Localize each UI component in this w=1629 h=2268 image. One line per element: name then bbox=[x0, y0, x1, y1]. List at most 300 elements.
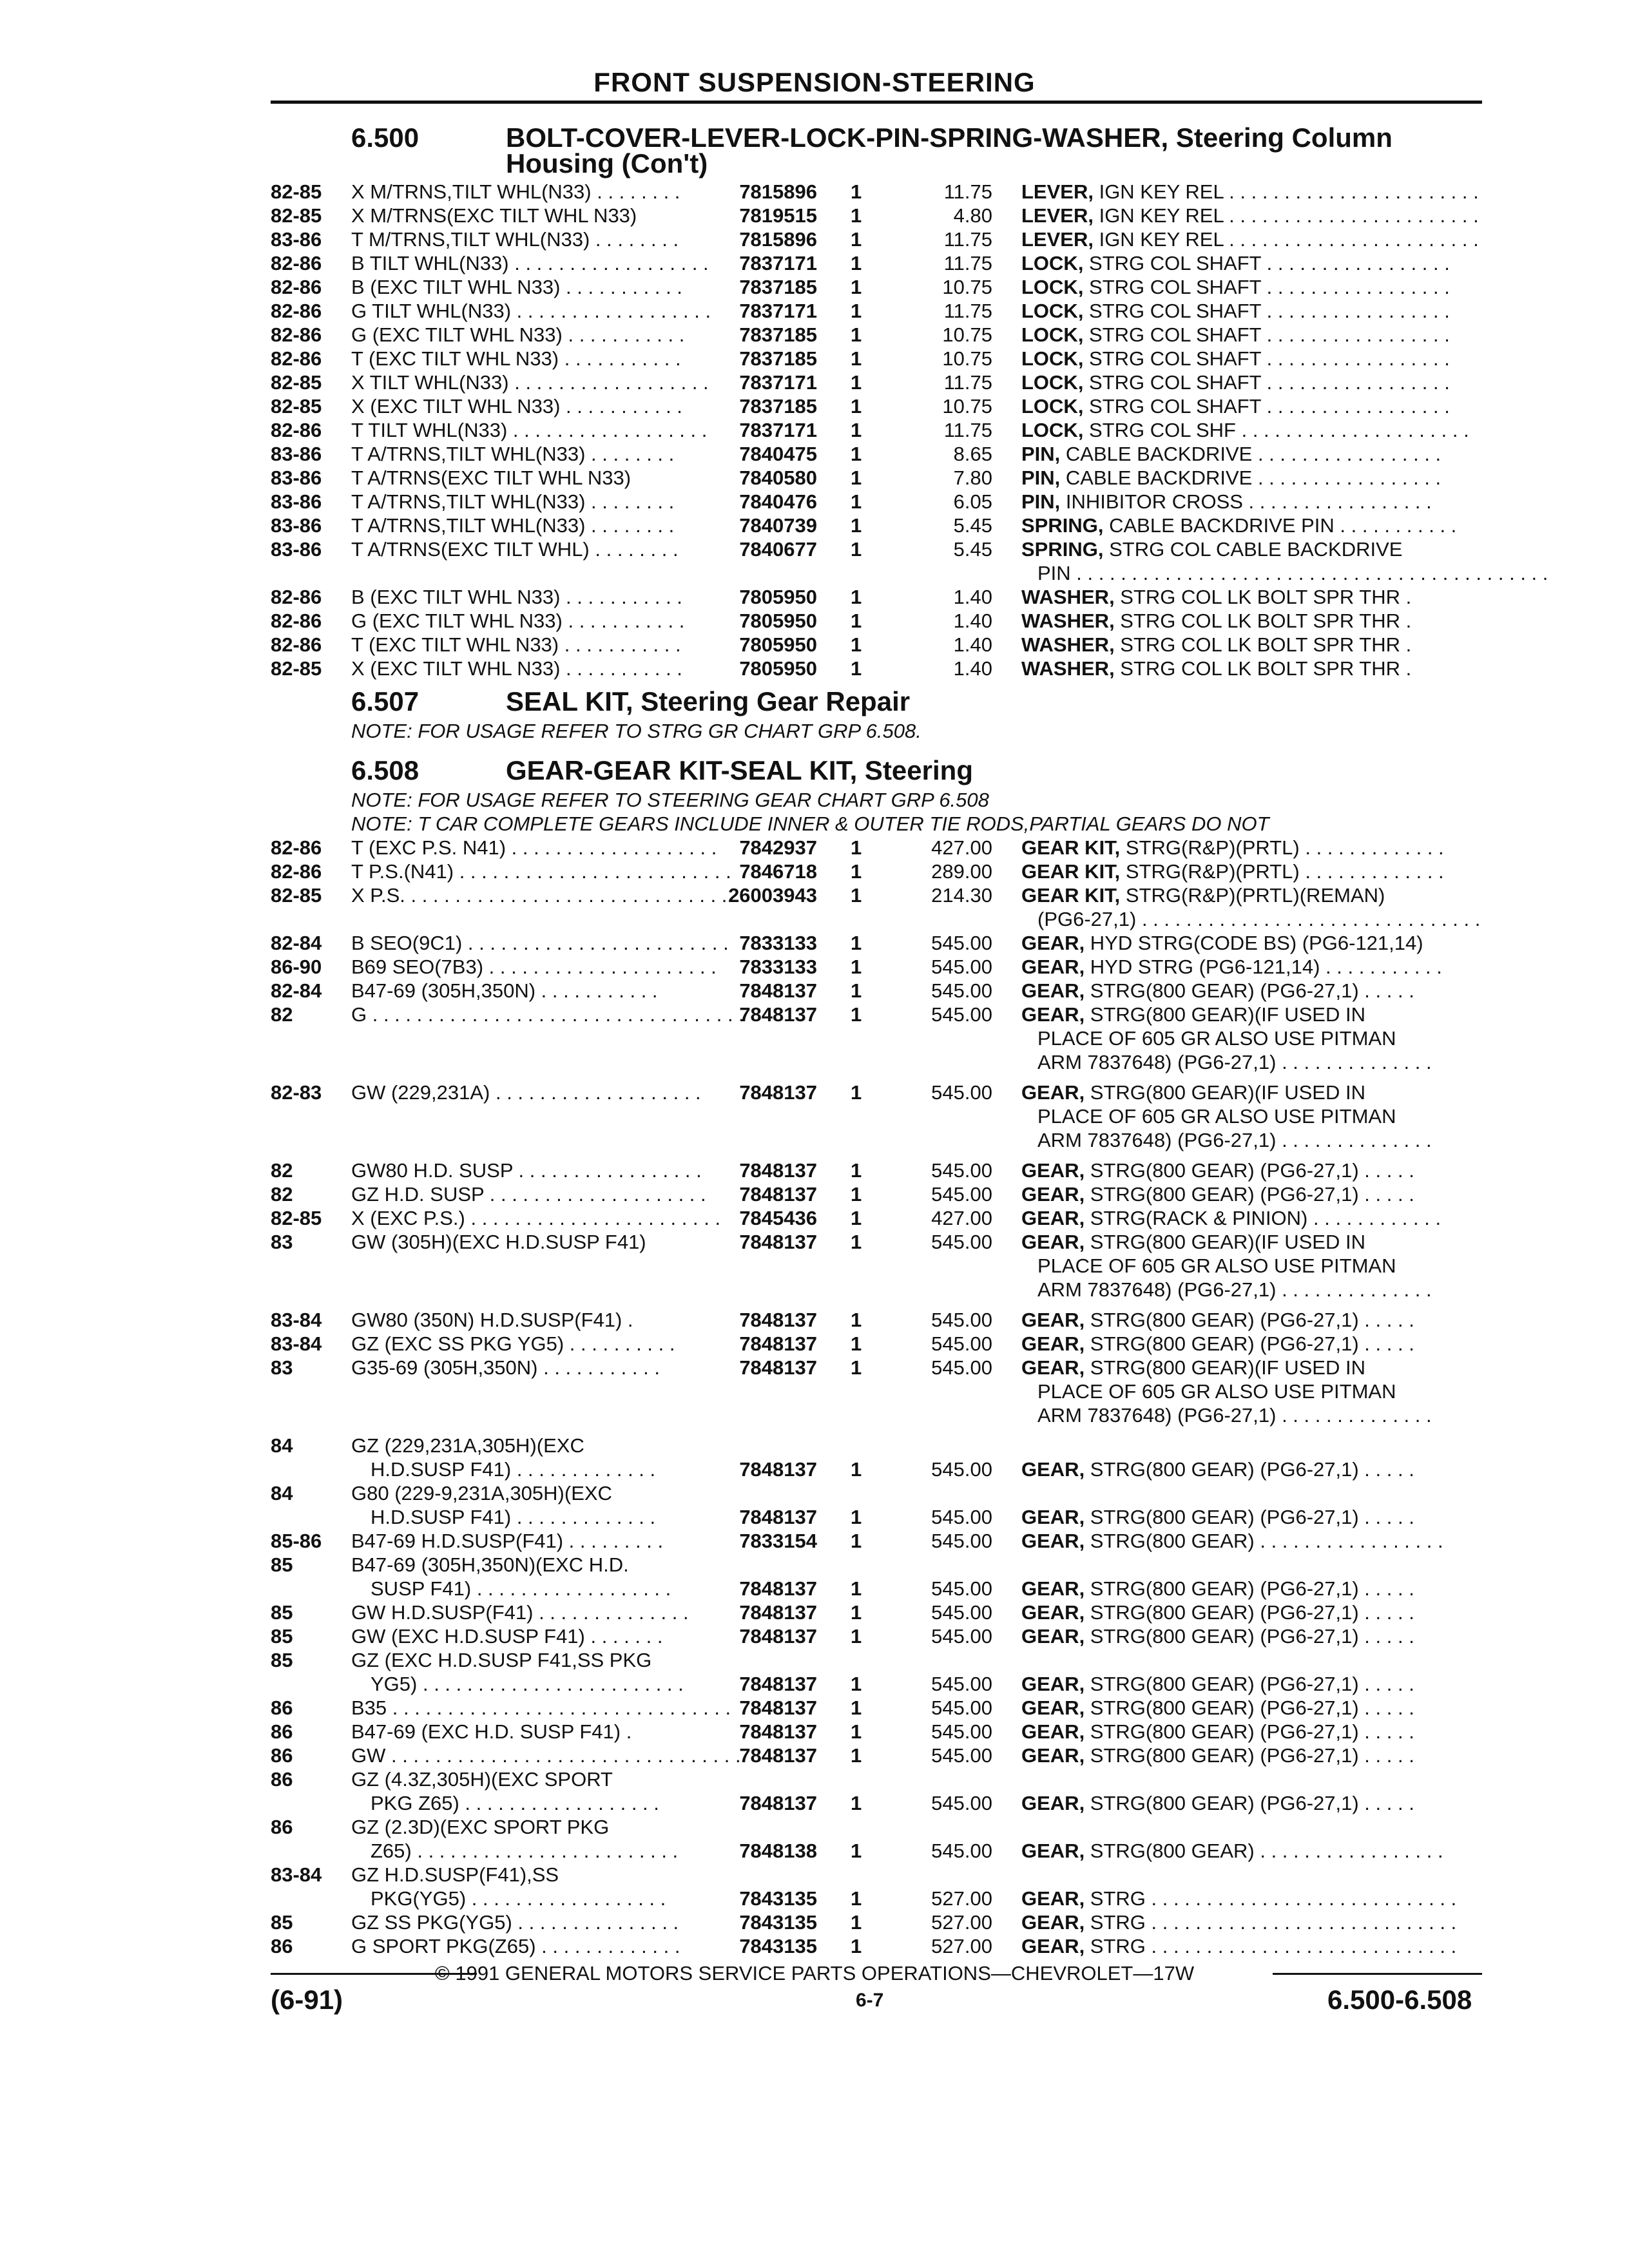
application-description: G TILT WHL(N33) . . . . . . . . . . . . . . . . . . bbox=[351, 300, 711, 322]
part-name bbox=[1021, 228, 1485, 251]
section-title: SEAL KIT, Steering Gear Repair bbox=[506, 686, 911, 716]
quantity: 1 bbox=[851, 1887, 862, 1910]
part-name bbox=[1021, 1792, 1485, 1815]
table-row bbox=[0, 538, 1629, 562]
quantity: 1 bbox=[851, 514, 862, 537]
price: 427.00 bbox=[931, 836, 992, 859]
part-name bbox=[1021, 514, 1485, 537]
application-description-continued: YG5) . . . . . . . . . . . . . . . . . . . . . . . . bbox=[371, 1673, 684, 1695]
part-name bbox=[1021, 180, 1485, 204]
part-name bbox=[1021, 276, 1485, 299]
application-description: G80 (229-9,231A,305H)(EXC bbox=[351, 1482, 612, 1504]
part-name bbox=[1021, 1332, 1485, 1356]
model-years: 83-84 bbox=[271, 1863, 322, 1886]
part-name-keyword: GEAR, bbox=[1021, 1003, 1085, 1026]
model-years: 85 bbox=[271, 1553, 293, 1576]
model-years: 82-85 bbox=[271, 371, 322, 394]
part-name-keyword: GEAR, bbox=[1021, 1332, 1085, 1355]
price: 10.75 bbox=[942, 323, 992, 346]
part-name-detail: STRG(800 GEAR) . . . . . . . . . . . . . . . . . bbox=[1084, 1840, 1443, 1862]
quantity: 1 bbox=[851, 1792, 862, 1814]
table-row bbox=[0, 1081, 1629, 1105]
part-name bbox=[1021, 1309, 1485, 1332]
price: 214.30 bbox=[931, 884, 992, 907]
part-name-keyword: WASHER, bbox=[1021, 586, 1115, 608]
price: 289.00 bbox=[931, 860, 992, 883]
quantity: 1 bbox=[851, 1309, 862, 1331]
header-rule bbox=[271, 101, 1482, 104]
footer-date: (6-91) bbox=[271, 1984, 343, 2015]
model-years: 86 bbox=[271, 1744, 293, 1767]
price: 545.00 bbox=[931, 1003, 992, 1026]
page-header-title: FRONT SUSPENSION-STEERING bbox=[593, 67, 1036, 97]
table-row bbox=[0, 1530, 1629, 1553]
application-description: GW80 H.D. SUSP . . . . . . . . . . . . . . . . . bbox=[351, 1159, 702, 1182]
table-row bbox=[0, 657, 1629, 681]
part-name-keyword: LOCK, bbox=[1021, 276, 1084, 298]
model-years: 83-86 bbox=[271, 514, 322, 537]
part-name bbox=[1021, 1081, 1485, 1104]
part-name-keyword: GEAR KIT, bbox=[1021, 836, 1121, 859]
part-name-keyword: SPRING, bbox=[1021, 538, 1104, 561]
table-row bbox=[0, 1911, 1629, 1935]
application-description: B47-69 (305H,350N) . . . . . . . . . . . bbox=[351, 979, 658, 1002]
part-name-continued: PLACE OF 605 GR ALSO USE PITMAN bbox=[1037, 1105, 1396, 1128]
part-name-detail: CABLE BACKDRIVE PIN . . . . . . . . . . . bbox=[1103, 514, 1457, 537]
model-years: 86-90 bbox=[271, 956, 322, 978]
model-years: 84 bbox=[271, 1434, 293, 1457]
model-years: 85 bbox=[271, 1601, 293, 1624]
quantity: 1 bbox=[851, 1744, 862, 1767]
section-title-continued: Housing (Con't) bbox=[506, 148, 708, 178]
application-description: T TILT WHL(N33) . . . . . . . . . . . . . . . . . . bbox=[351, 419, 708, 441]
price: 545.00 bbox=[931, 1673, 992, 1695]
part-name-keyword: LOCK, bbox=[1021, 347, 1084, 370]
part-name-continued: PLACE OF 605 GR ALSO USE PITMAN bbox=[1037, 1380, 1396, 1403]
part-name bbox=[1021, 1887, 1485, 1910]
quantity: 1 bbox=[851, 323, 862, 346]
part-number: 7848137 bbox=[739, 1159, 817, 1182]
part-name-continued-row bbox=[0, 908, 1629, 932]
part-number: 7843135 bbox=[739, 1911, 817, 1934]
part-name-keyword: GEAR, bbox=[1021, 1207, 1085, 1229]
part-name-detail: STRG(800 GEAR) (PG6-27,1) . . . . . bbox=[1084, 1309, 1414, 1331]
part-number: 26003943 bbox=[728, 884, 817, 907]
application-description: T A/TRNS,TILT WHL(N33) . . . . . . . . bbox=[351, 443, 675, 465]
part-name bbox=[1021, 490, 1485, 514]
part-name-keyword: GEAR, bbox=[1021, 1887, 1085, 1910]
price: 11.75 bbox=[943, 228, 992, 251]
part-number: 7805950 bbox=[739, 586, 817, 608]
part-number: 7848137 bbox=[739, 1720, 817, 1743]
price: 7.80 bbox=[953, 466, 992, 489]
table-row bbox=[0, 610, 1629, 633]
part-name-detail: STRG . . . . . . . . . . . . . . . . . . . . . . . . . . . . bbox=[1084, 1911, 1457, 1934]
part-number: 7837171 bbox=[739, 300, 817, 322]
part-name-keyword: GEAR, bbox=[1021, 956, 1085, 978]
part-name-continued: PLACE OF 605 GR ALSO USE PITMAN bbox=[1037, 1254, 1396, 1277]
price: 545.00 bbox=[931, 1792, 992, 1814]
table-row bbox=[0, 180, 1629, 204]
part-name bbox=[1021, 1601, 1485, 1624]
part-name-continued: ARM 7837648) (PG6-27,1) . . . . . . . . . . . . . . bbox=[1037, 1129, 1432, 1151]
footer-copyright: © 1991 GENERAL MOTORS SERVICE PARTS OPERATIONS—CHEVROLET—17W bbox=[434, 1962, 1195, 1984]
table-row-continued bbox=[0, 1792, 1629, 1816]
part-number: 7848137 bbox=[739, 979, 817, 1002]
model-years: 85-86 bbox=[271, 1530, 322, 1552]
part-name-detail: STRG(800 GEAR) (PG6-27,1) . . . . . bbox=[1084, 1744, 1414, 1767]
table-row bbox=[0, 1601, 1629, 1625]
price: 545.00 bbox=[931, 1159, 992, 1182]
part-name-keyword: LOCK, bbox=[1021, 419, 1084, 441]
footer-section-range: 6.500-6.508 bbox=[1327, 1984, 1472, 2015]
part-name bbox=[1021, 1183, 1485, 1206]
price: 5.45 bbox=[953, 538, 992, 561]
table-row bbox=[0, 1863, 1629, 1887]
part-name-detail: STRG(800 GEAR) (PG6-27,1) . . . . . bbox=[1084, 979, 1414, 1002]
part-name bbox=[1021, 323, 1485, 347]
table-row bbox=[0, 300, 1629, 323]
part-name-detail: STRG(800 GEAR) (PG6-27,1) . . . . . bbox=[1084, 1696, 1414, 1719]
model-years: 82-86 bbox=[271, 276, 322, 298]
section-number: 6.508 bbox=[351, 755, 419, 785]
model-years: 82-86 bbox=[271, 860, 322, 883]
part-number: 7848137 bbox=[739, 1792, 817, 1814]
part-name-detail: HYD STRG (PG6-121,14) . . . . . . . . . . . bbox=[1084, 956, 1442, 978]
price: 5.45 bbox=[953, 514, 992, 537]
part-name-detail: STRG(800 GEAR) (PG6-27,1) . . . . . bbox=[1084, 1159, 1414, 1182]
part-name-detail: STRG(800 GEAR) (PG6-27,1) . . . . . bbox=[1084, 1332, 1414, 1355]
quantity: 1 bbox=[851, 1840, 862, 1862]
part-name bbox=[1021, 1696, 1485, 1720]
model-years: 83-86 bbox=[271, 443, 322, 465]
part-number: 7848137 bbox=[739, 1506, 817, 1528]
table-row bbox=[0, 1356, 1629, 1380]
part-name-keyword: GEAR, bbox=[1021, 1601, 1085, 1624]
footer-page-number: 6-7 bbox=[856, 1990, 884, 2011]
price: 545.00 bbox=[931, 979, 992, 1002]
part-name bbox=[1021, 586, 1485, 609]
part-name bbox=[1021, 371, 1485, 394]
price: 11.75 bbox=[943, 300, 992, 322]
table-row bbox=[0, 419, 1629, 443]
part-name-continued: ARM 7837648) (PG6-27,1) . . . . . . . . . . . . . . bbox=[1037, 1051, 1432, 1073]
price: 545.00 bbox=[931, 1458, 992, 1481]
part-name bbox=[1021, 466, 1485, 490]
application-description: X M/TRNS,TILT WHL(N33) . . . . . . . . bbox=[351, 180, 680, 203]
quantity: 1 bbox=[851, 228, 862, 251]
model-years: 83 bbox=[271, 1231, 293, 1253]
part-name-keyword: LOCK, bbox=[1021, 395, 1084, 418]
price: 8.65 bbox=[953, 443, 992, 465]
part-name-continued-row bbox=[0, 1254, 1629, 1278]
section-title: GEAR-GEAR KIT-SEAL KIT, Steering bbox=[506, 755, 973, 785]
part-name-keyword: GEAR, bbox=[1021, 1840, 1085, 1862]
model-years: 82-85 bbox=[271, 657, 322, 680]
part-name bbox=[1021, 1231, 1485, 1254]
model-years: 82-84 bbox=[271, 979, 322, 1002]
model-years: 86 bbox=[271, 1720, 293, 1743]
part-name-keyword: GEAR, bbox=[1021, 1673, 1085, 1695]
table-row-continued bbox=[0, 1673, 1629, 1696]
price: 10.75 bbox=[942, 347, 992, 370]
quantity: 1 bbox=[851, 1577, 862, 1600]
model-years: 82-86 bbox=[271, 323, 322, 346]
part-name-keyword: GEAR, bbox=[1021, 979, 1085, 1002]
part-number: 7848137 bbox=[739, 1458, 817, 1481]
table-row bbox=[0, 347, 1629, 371]
table-row bbox=[0, 1649, 1629, 1673]
quantity: 1 bbox=[851, 300, 862, 322]
price: 1.40 bbox=[953, 610, 992, 632]
part-name-keyword: LOCK, bbox=[1021, 300, 1084, 322]
price: 1.40 bbox=[953, 657, 992, 680]
part-name-keyword: LEVER, bbox=[1021, 228, 1094, 251]
part-name-detail: IGN KEY REL . . . . . . . . . . . . . . . . . . . . . . . bbox=[1093, 204, 1479, 227]
application-description: B47-69 H.D.SUSP(F41) . . . . . . . . . bbox=[351, 1530, 664, 1552]
model-years: 82-86 bbox=[271, 836, 322, 859]
model-years: 82-86 bbox=[271, 633, 322, 656]
application-description: B35 . . . . . . . . . . . . . . . . . . . . . . . . . . . . . . . bbox=[351, 1696, 731, 1719]
part-name-detail: STRG . . . . . . . . . . . . . . . . . . . . . . . . . . . . bbox=[1084, 1935, 1457, 1957]
table-row bbox=[0, 1309, 1629, 1332]
application-description: GW80 (350N) H.D.SUSP(F41) . bbox=[351, 1309, 633, 1331]
price: 545.00 bbox=[931, 1183, 992, 1206]
part-name-keyword: GEAR, bbox=[1021, 1792, 1085, 1814]
part-name-detail: IGN KEY REL . . . . . . . . . . . . . . . . . . . . . . . bbox=[1093, 228, 1479, 251]
part-number: 7840475 bbox=[739, 443, 817, 465]
part-number: 7833133 bbox=[739, 956, 817, 978]
part-number: 7845436 bbox=[739, 1207, 817, 1229]
model-years: 82-85 bbox=[271, 180, 322, 203]
table-row bbox=[0, 228, 1629, 252]
part-name-detail: STRG COL CABLE BACKDRIVE bbox=[1103, 538, 1403, 561]
application-description: GZ H.D. SUSP . . . . . . . . . . . . . . . . . . . . bbox=[351, 1183, 706, 1206]
table-row bbox=[0, 395, 1629, 419]
part-number: 7846718 bbox=[739, 860, 817, 883]
quantity: 1 bbox=[851, 1183, 862, 1206]
table-row bbox=[0, 1935, 1629, 1959]
part-name-detail: STRG(800 GEAR) (PG6-27,1) . . . . . bbox=[1084, 1673, 1414, 1695]
part-name-keyword: GEAR KIT, bbox=[1021, 860, 1121, 883]
table-row bbox=[0, 884, 1629, 908]
section-note: NOTE: FOR USAGE REFER TO STRG GR CHART GRP 6.508. bbox=[351, 720, 921, 742]
part-name bbox=[1021, 443, 1485, 466]
part-number: 7837185 bbox=[739, 347, 817, 370]
part-name-continued-row bbox=[0, 1105, 1629, 1129]
quantity: 1 bbox=[851, 395, 862, 418]
part-name bbox=[1021, 1840, 1485, 1863]
part-name-detail: STRG(RACK & PINION) . . . . . . . . . . . . bbox=[1084, 1207, 1441, 1229]
model-years: 83-86 bbox=[271, 228, 322, 251]
application-description: B47-69 (EXC H.D. SUSP F41) . bbox=[351, 1720, 632, 1743]
application-description: X (EXC TILT WHL N33) . . . . . . . . . . . bbox=[351, 657, 682, 680]
part-name-keyword: GEAR, bbox=[1021, 1577, 1085, 1600]
price: 527.00 bbox=[931, 1911, 992, 1934]
model-years: 83-84 bbox=[271, 1309, 322, 1331]
part-number: 7837171 bbox=[739, 371, 817, 394]
quantity: 1 bbox=[851, 347, 862, 370]
part-name-keyword: GEAR KIT, bbox=[1021, 884, 1121, 907]
price: 545.00 bbox=[931, 1506, 992, 1528]
model-years: 86 bbox=[271, 1935, 293, 1957]
part-name-keyword: PIN, bbox=[1021, 466, 1061, 489]
part-name-keyword: WASHER, bbox=[1021, 610, 1115, 632]
part-name-detail: STRG COL SHAFT . . . . . . . . . . . . . . . . . bbox=[1083, 347, 1450, 370]
table-row bbox=[0, 932, 1629, 956]
part-name bbox=[1021, 1207, 1485, 1230]
quantity: 1 bbox=[851, 1935, 862, 1957]
quantity: 1 bbox=[851, 1332, 862, 1355]
part-number: 7843135 bbox=[739, 1887, 817, 1910]
part-number: 7837185 bbox=[739, 276, 817, 298]
application-description: T P.S.(N41) . . . . . . . . . . . . . . . . . . . . . . . . . bbox=[351, 860, 731, 883]
application-description: B SEO(9C1) . . . . . . . . . . . . . . . . . . . . . . . . bbox=[351, 932, 729, 954]
part-name-detail: STRG COL LK BOLT SPR THR . bbox=[1114, 610, 1412, 632]
application-description-continued: Z65) . . . . . . . . . . . . . . . . . . . . . . . . bbox=[371, 1840, 679, 1862]
part-name-keyword: GEAR, bbox=[1021, 1309, 1085, 1331]
application-description-continued: H.D.SUSP F41) . . . . . . . . . . . . . bbox=[371, 1458, 656, 1481]
part-name-continued: ARM 7837648) (PG6-27,1) . . . . . . . . . . . . . . bbox=[1037, 1278, 1432, 1301]
quantity: 1 bbox=[851, 538, 862, 561]
table-row bbox=[0, 1159, 1629, 1183]
quantity: 1 bbox=[851, 1081, 862, 1104]
application-description: GZ H.D.SUSP(F41),SS bbox=[351, 1863, 559, 1886]
part-number: 7840739 bbox=[739, 514, 817, 537]
part-name bbox=[1021, 1625, 1485, 1648]
part-name-detail: STRG(800 GEAR)(IF USED IN bbox=[1084, 1003, 1365, 1026]
part-number: 7848137 bbox=[739, 1231, 817, 1253]
table-row bbox=[0, 204, 1629, 228]
table-row bbox=[0, 443, 1629, 466]
application-description: G (EXC TILT WHL N33) . . . . . . . . . . . bbox=[351, 610, 685, 632]
application-description: B47-69 (305H,350N)(EXC H.D. bbox=[351, 1553, 629, 1576]
quantity: 1 bbox=[851, 371, 862, 394]
part-name bbox=[1021, 860, 1485, 883]
part-number: 7848137 bbox=[739, 1696, 817, 1719]
application-description: X M/TRNS(EXC TILT WHL N33) bbox=[351, 204, 637, 227]
part-name-detail: STRG(R&P)(PRTL)(REMAN) bbox=[1120, 884, 1385, 907]
model-years: 82-86 bbox=[271, 586, 322, 608]
model-years: 86 bbox=[271, 1768, 293, 1791]
part-number: 7843135 bbox=[739, 1935, 817, 1957]
part-number: 7848137 bbox=[739, 1332, 817, 1355]
part-name-keyword: GEAR, bbox=[1021, 1159, 1085, 1182]
quantity: 1 bbox=[851, 1530, 862, 1552]
quantity: 1 bbox=[851, 443, 862, 465]
price: 545.00 bbox=[931, 1332, 992, 1355]
price: 10.75 bbox=[942, 395, 992, 418]
part-number: 7840677 bbox=[739, 538, 817, 561]
price: 545.00 bbox=[931, 1231, 992, 1253]
part-name-detail: STRG COL SHF . . . . . . . . . . . . . . . . . . . . . bbox=[1083, 419, 1469, 441]
application-description: G (EXC TILT WHL N33) . . . . . . . . . . . bbox=[351, 323, 685, 346]
application-description: X (EXC TILT WHL N33) . . . . . . . . . . . bbox=[351, 395, 682, 418]
part-name bbox=[1021, 1159, 1485, 1182]
part-number: 7848137 bbox=[739, 1356, 817, 1379]
part-name-detail: STRG COL SHAFT . . . . . . . . . . . . . . . . . bbox=[1083, 300, 1450, 322]
table-row bbox=[0, 1720, 1629, 1744]
part-name bbox=[1021, 347, 1485, 370]
table-row bbox=[0, 371, 1629, 395]
price: 545.00 bbox=[931, 1601, 992, 1624]
quantity: 1 bbox=[851, 884, 862, 907]
part-number: 7819515 bbox=[739, 204, 817, 227]
part-name bbox=[1021, 538, 1485, 561]
part-number: 7833154 bbox=[739, 1530, 817, 1552]
price: 11.75 bbox=[943, 180, 992, 203]
part-name bbox=[1021, 1003, 1485, 1026]
table-row bbox=[0, 323, 1629, 347]
part-name-detail: CABLE BACKDRIVE . . . . . . . . . . . . . . . . . bbox=[1060, 466, 1441, 489]
table-row bbox=[0, 860, 1629, 884]
section-note: NOTE: T CAR COMPLETE GEARS INCLUDE INNER & OUTER TIE RODS,PARTIAL GEARS DO NOT bbox=[351, 812, 1269, 835]
part-name bbox=[1021, 395, 1485, 418]
model-years: 82 bbox=[271, 1159, 293, 1182]
part-name bbox=[1021, 956, 1485, 979]
application-description: X TILT WHL(N33) . . . . . . . . . . . . . . . . . . bbox=[351, 371, 709, 394]
price: 11.75 bbox=[943, 371, 992, 394]
table-row bbox=[0, 1183, 1629, 1207]
price: 545.00 bbox=[931, 1625, 992, 1648]
part-name-keyword: LEVER, bbox=[1021, 204, 1094, 227]
quantity: 1 bbox=[851, 180, 862, 203]
price: 545.00 bbox=[931, 956, 992, 978]
part-name-detail: STRG(800 GEAR) (PG6-27,1) . . . . . bbox=[1084, 1577, 1414, 1600]
price: 545.00 bbox=[931, 1696, 992, 1719]
part-name-detail: STRG(R&P)(PRTL) . . . . . . . . . . . . . bbox=[1120, 860, 1444, 883]
part-name bbox=[1021, 419, 1485, 442]
model-years: 82-86 bbox=[271, 347, 322, 370]
part-name-detail: STRG(800 GEAR) (PG6-27,1) . . . . . bbox=[1084, 1720, 1414, 1743]
part-number: 7848137 bbox=[739, 1673, 817, 1695]
part-name-keyword: GEAR, bbox=[1021, 1506, 1085, 1528]
part-name-detail: IGN KEY REL . . . . . . . . . . . . . . . . . . . . . . . bbox=[1093, 180, 1479, 203]
price: 11.75 bbox=[943, 419, 992, 441]
part-name-detail: HYD STRG(CODE BS) (PG6-121,14) bbox=[1084, 932, 1423, 954]
model-years: 83-86 bbox=[271, 490, 322, 513]
quantity: 1 bbox=[851, 1207, 862, 1229]
part-name-keyword: GEAR, bbox=[1021, 1625, 1085, 1648]
part-name-continued-row bbox=[0, 1027, 1629, 1051]
part-name-continued: PLACE OF 605 GR ALSO USE PITMAN bbox=[1037, 1027, 1396, 1050]
application-description: GZ (EXC SS PKG YG5) . . . . . . . . . . bbox=[351, 1332, 675, 1355]
quantity: 1 bbox=[851, 1625, 862, 1648]
table-row bbox=[0, 276, 1629, 300]
quantity: 1 bbox=[851, 586, 862, 608]
part-number: 7840580 bbox=[739, 466, 817, 489]
part-name-detail: STRG(800 GEAR)(IF USED IN bbox=[1084, 1356, 1365, 1379]
application-description: T (EXC P.S. N41) . . . . . . . . . . . . . . . . . . . bbox=[351, 836, 717, 859]
price: 10.75 bbox=[942, 276, 992, 298]
section-note: NOTE: FOR USAGE REFER TO STEERING GEAR CHART GRP 6.508 bbox=[351, 789, 989, 811]
part-name-continued-row bbox=[0, 1051, 1629, 1075]
price: 545.00 bbox=[931, 1840, 992, 1862]
part-name-detail: STRG(800 GEAR) (PG6-27,1) . . . . . bbox=[1084, 1601, 1414, 1624]
table-row bbox=[0, 1332, 1629, 1356]
quantity: 1 bbox=[851, 466, 862, 489]
quantity: 1 bbox=[851, 860, 862, 883]
application-description: GW (229,231A) . . . . . . . . . . . . . . . . . . . bbox=[351, 1081, 701, 1104]
part-name-keyword: GEAR, bbox=[1021, 1696, 1085, 1719]
part-name-keyword: GEAR, bbox=[1021, 1458, 1085, 1481]
table-row bbox=[0, 1482, 1629, 1506]
part-number: 7848137 bbox=[739, 1081, 817, 1104]
model-years: 85 bbox=[271, 1911, 293, 1934]
application-description: T (EXC TILT WHL N33) . . . . . . . . . . . bbox=[351, 633, 681, 656]
application-description: T (EXC TILT WHL N33) . . . . . . . . . . . bbox=[351, 347, 681, 370]
part-name-keyword: WASHER, bbox=[1021, 633, 1115, 656]
